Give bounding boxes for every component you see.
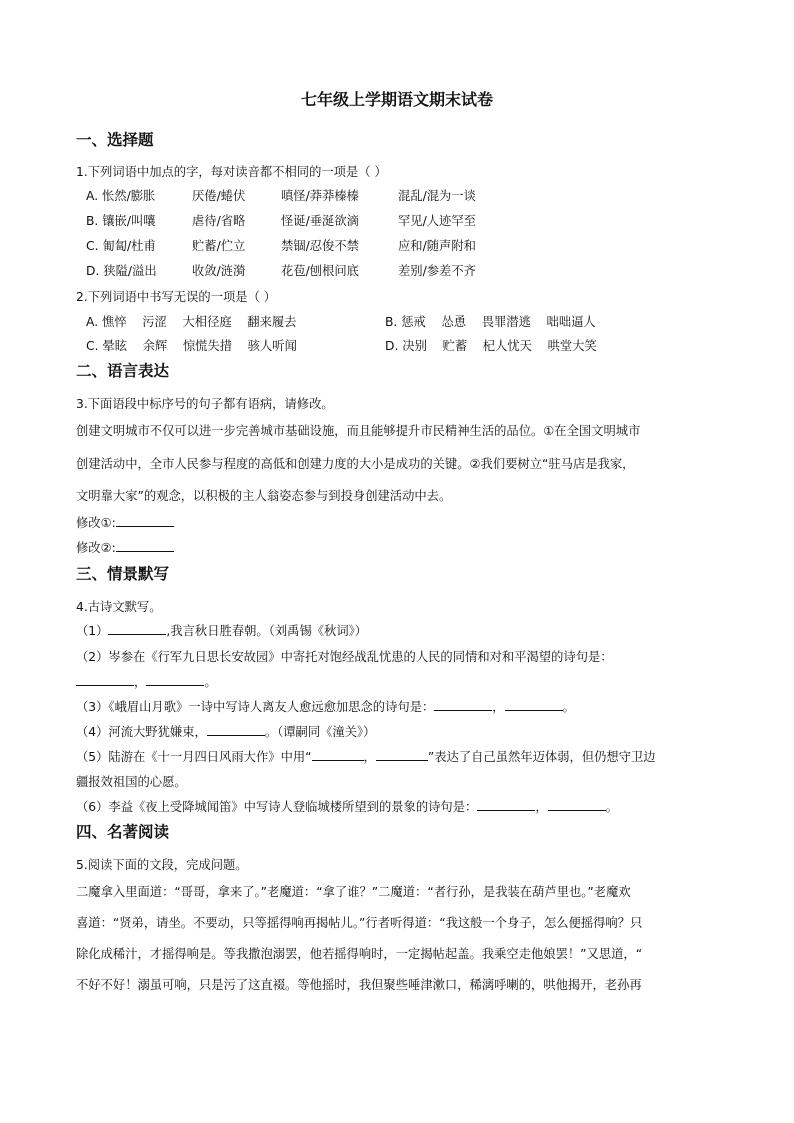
recitation-line-3: （3）《峨眉山月歌》一诗中写诗人离友人愈远愈加思念的诗句是： ， 。 (76, 700, 575, 714)
answer-blank[interactable] (146, 684, 204, 686)
recitation-line-2-blanks: ， 。 (76, 672, 217, 690)
recitation-line-5: （5）陆游在《十一月四日风雨大作》中用“ ， ”表达了自己虽然年迈体弱，但仍想守卫边 (76, 750, 656, 764)
question-2-option-c: C. 晕眩 余辉 惊慌失措 骇人听闻 (86, 339, 297, 353)
recitation-line-2: （2）岑参在《行军九日思长安故园》中寄托对饱经战乱忧患的人民的同情和对和平渴望的诗句是： (76, 650, 613, 664)
question-1-option-d: D. 狭隘/溢出 收敛/涟漪 花苞/刨根问底 差别/参差不齐 (86, 264, 476, 278)
question-3-paragraph-line-3: 文明靠大家”的观念，以积极的主人翁姿态参与到投身创建活动中去。 (76, 489, 452, 503)
answer-blank[interactable] (505, 709, 563, 711)
answer-blank[interactable] (76, 684, 134, 686)
answer-blank[interactable] (108, 633, 166, 635)
section-heading-recitation: 三、情景默写 (76, 565, 170, 583)
question-5-passage-line-3: 除化成稀汁，才摇得响是。等我撒泡溺罢，他若摇得响时，一定揭帖起盖。我乘空走他娘罢！”又思道，“ (76, 947, 643, 961)
question-1-option-b: B. 镶嵌/叫嚷 虐待/省略 怪诞/垂涎欲滴 罕见/人迹罕至 (86, 214, 476, 228)
exam-title: 七年级上学期语文期末试卷 (300, 90, 493, 109)
question-5-stem: 5.阅读下面的文段，完成问题。 (76, 858, 248, 872)
recitation-line-5-cont: 疆报效祖国的心愿。 (76, 775, 187, 789)
section-heading-choice: 一、选择题 (76, 131, 154, 149)
question-3-paragraph-line-2: 创建活动中，全市人民参与程度的高低和创建力度的大小是成功的关键。②我们要树立“驻马店是我家， (76, 457, 635, 471)
question-1-option-a: A. 怅然/膨胀 厌倦/蜷伏 嗔怪/莽莽榛榛 混乱/混为一谈 (86, 189, 476, 203)
answer-blank[interactable] (207, 734, 265, 736)
question-3-stem: 3.下面语段中标序号的句子都有语病，请修改。 (76, 397, 334, 411)
question-1-option-c: C. 匍匐/杜甫 贮蓄/伫立 禁锢/忍俊不禁 应和/随声附和 (86, 239, 476, 253)
answer-blank[interactable] (312, 759, 364, 761)
question-5-passage-line-4: 不好不好！溺虽可响，只是污了这直裰。等他摇时，我但聚些唾津漱口，稀漓呼喇的，哄他揭开，老孙再 (76, 978, 642, 992)
section-heading-language: 二、语言表达 (76, 362, 170, 380)
question-5-passage-line-1: 二魔拿入里面道：“哥哥，拿来了。”老魔道：“拿了谁？”二魔道：“者行孙，是我装在葫芦里也。”老魔欢 (76, 885, 631, 899)
question-2-option-a: A. 憔悴 污涩 大相径庭 翻来履去 (86, 315, 297, 329)
question-3-paragraph-line-1: 创建文明城市不仅可以进一步完善城市基础设施，而且能够提升市民精神生活的品位。①在全国文明城市 (76, 424, 641, 438)
answer-blank[interactable] (376, 759, 428, 761)
recitation-line-6: （6）李益《夜上受降城闻笛》中写诗人登临城楼所望到的景象的诗句是： ， 。 (76, 800, 618, 814)
question-4-stem: 4.古诗文默写。 (76, 600, 162, 614)
answer-line-fix-2: 修改②: (76, 538, 174, 556)
answer-blank[interactable] (548, 809, 606, 811)
question-2-option-d: D. 决别 贮蓄 杞人忧天 哄堂大笑 (385, 339, 597, 353)
answer-blank[interactable] (116, 550, 174, 552)
answer-line-fix-1: 修改①: (76, 513, 174, 531)
answer-blank[interactable] (434, 709, 492, 711)
recitation-line-1: （1） ,我言秋日胜春朝。（刘禹锡《秋词》） (76, 624, 368, 638)
question-2-stem: 2.下列词语中书写无误的一项是（ ） (76, 290, 277, 304)
question-1-stem: 1.下列词语中加点的字，每对读音都不相同的一项是（ ） (76, 165, 387, 179)
answer-blank[interactable] (116, 525, 174, 527)
recitation-line-4: （4）河流大野犹嫌束， 。（谭嗣同《潼关》） (76, 725, 376, 739)
section-heading-classics: 四、名著阅读 (76, 823, 170, 841)
question-5-passage-line-2: 喜道：“贤弟，请坐。不要动，只等摇得响再揭帖儿。”行者听得道：“我这般一个身子，怎么便摇得响？只 (76, 916, 643, 930)
question-2-option-b: B. 惩戒 怂恿 畏罪潜逃 咄咄逼人 (385, 315, 596, 329)
answer-blank[interactable] (477, 809, 535, 811)
